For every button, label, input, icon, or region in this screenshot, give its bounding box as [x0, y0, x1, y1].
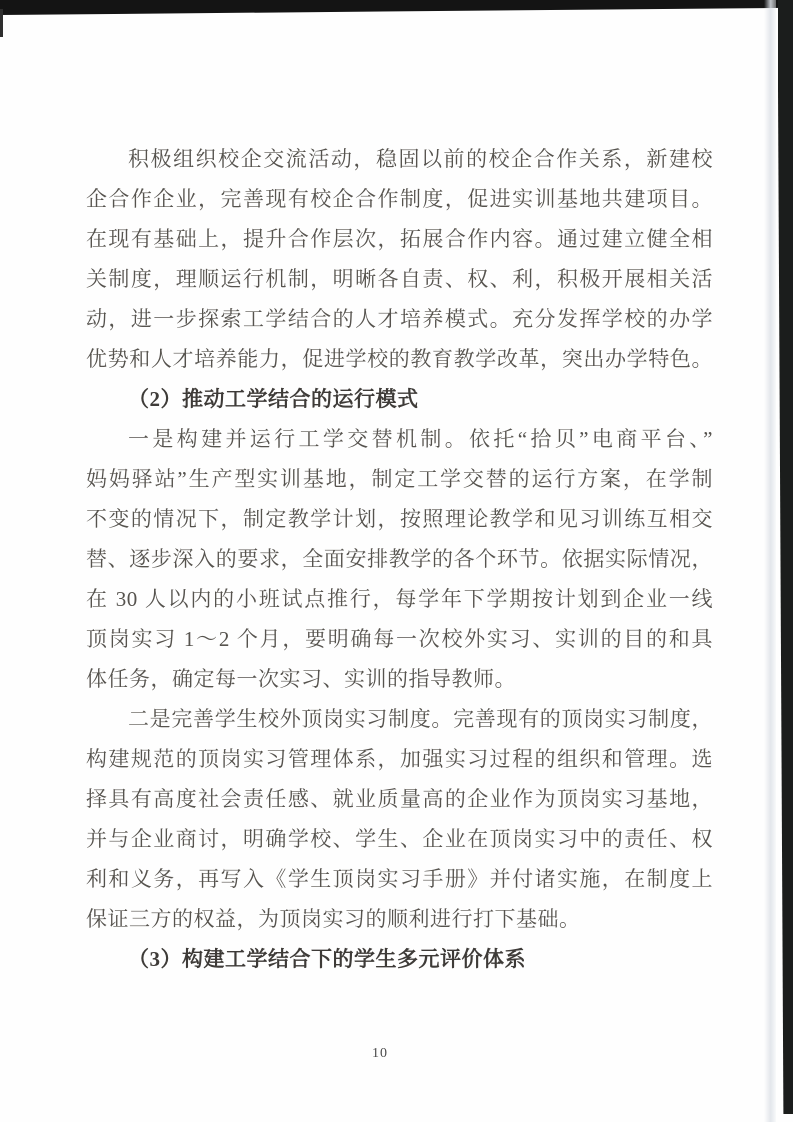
- text-line: 关制度，理顺运行机制，明晰各自责、权、利，积极开展相关活: [86, 267, 713, 291]
- text-line: 优势和人才培养能力，促进学校的教育教学改革，突出办学特色。: [86, 347, 713, 371]
- text-line: 积极组织校企交流活动，稳固以前的校企合作关系，新建校: [128, 147, 713, 171]
- text-line: 利和义务，再写入《学生顶岗实习手册》并付诸实施，在制度上: [86, 867, 713, 891]
- text-line: 在 30 人以内的小班试点推行，每学年下学期按计划到企业一线: [86, 587, 713, 611]
- document-body: [86, 139, 713, 979]
- text-line: 不变的情况下，制定教学计划，按照理论教学和见习训练互相交: [86, 507, 713, 531]
- page-number: 10: [372, 1046, 388, 1061]
- text-line: 体任务，确定每一次实习、实训的指导教师。: [86, 667, 516, 691]
- text-line: 构建规范的顶岗实习管理体系，加强实习过程的组织和管理。选: [86, 747, 713, 771]
- scan-edge-top: [0, 0, 793, 15]
- text-line: 替、逐步深入的要求，全面安排教学的各个环节。依据实际情况，: [86, 547, 713, 571]
- text-line: 妈妈驿站”生产型实训基地，制定工学交替的运行方案，在学制: [86, 467, 713, 491]
- text-line: 企合作企业，完善现有校企合作制度，促进实训基地共建项目。: [86, 187, 713, 211]
- text-line: （3）构建工学结合下的学生多元评价体系: [128, 947, 526, 971]
- scan-edge-right: [778, 0, 793, 1114]
- text-line: 择具有高度社会责任感、就业质量高的企业作为顶岗实习基地，: [86, 787, 713, 811]
- paragraph-school-enterprise-cooperation: [86, 139, 713, 379]
- text-line: 在现有基础上，提升合作层次，拓展合作内容。通过建立健全相: [86, 227, 713, 251]
- text-line: 二是完善学生校外顶岗实习制度。完善现有的顶岗实习制度，: [128, 707, 713, 731]
- text-line: （2）推动工学结合的运行模式: [128, 387, 419, 411]
- heading-section-2: [86, 379, 713, 419]
- heading-section-3: [86, 939, 713, 979]
- text-line: 一是构建并运行工学交替机制。依托“拾贝”电商平台、”: [128, 427, 713, 451]
- paper-edge-shadow: [764, 0, 776, 1122]
- text-line: 并与企业商讨，明确学校、学生、企业在顶岗实习中的责任、权: [86, 827, 713, 851]
- text-line: 动，进一步探索工学结合的人才培养模式。充分发挥学校的办学: [86, 307, 713, 331]
- scan-edge-left-notch: [0, 9, 3, 37]
- text-line: 保证三方的权益，为顶岗实习的顺利进行打下基础。: [86, 907, 581, 931]
- text-line: 顶岗实习 1～2 个月，要明确每一次校外实习、实训的目的和具: [86, 627, 713, 651]
- paragraph-post-internship-system: [86, 699, 713, 939]
- paragraph-work-study-alternation: [86, 419, 713, 699]
